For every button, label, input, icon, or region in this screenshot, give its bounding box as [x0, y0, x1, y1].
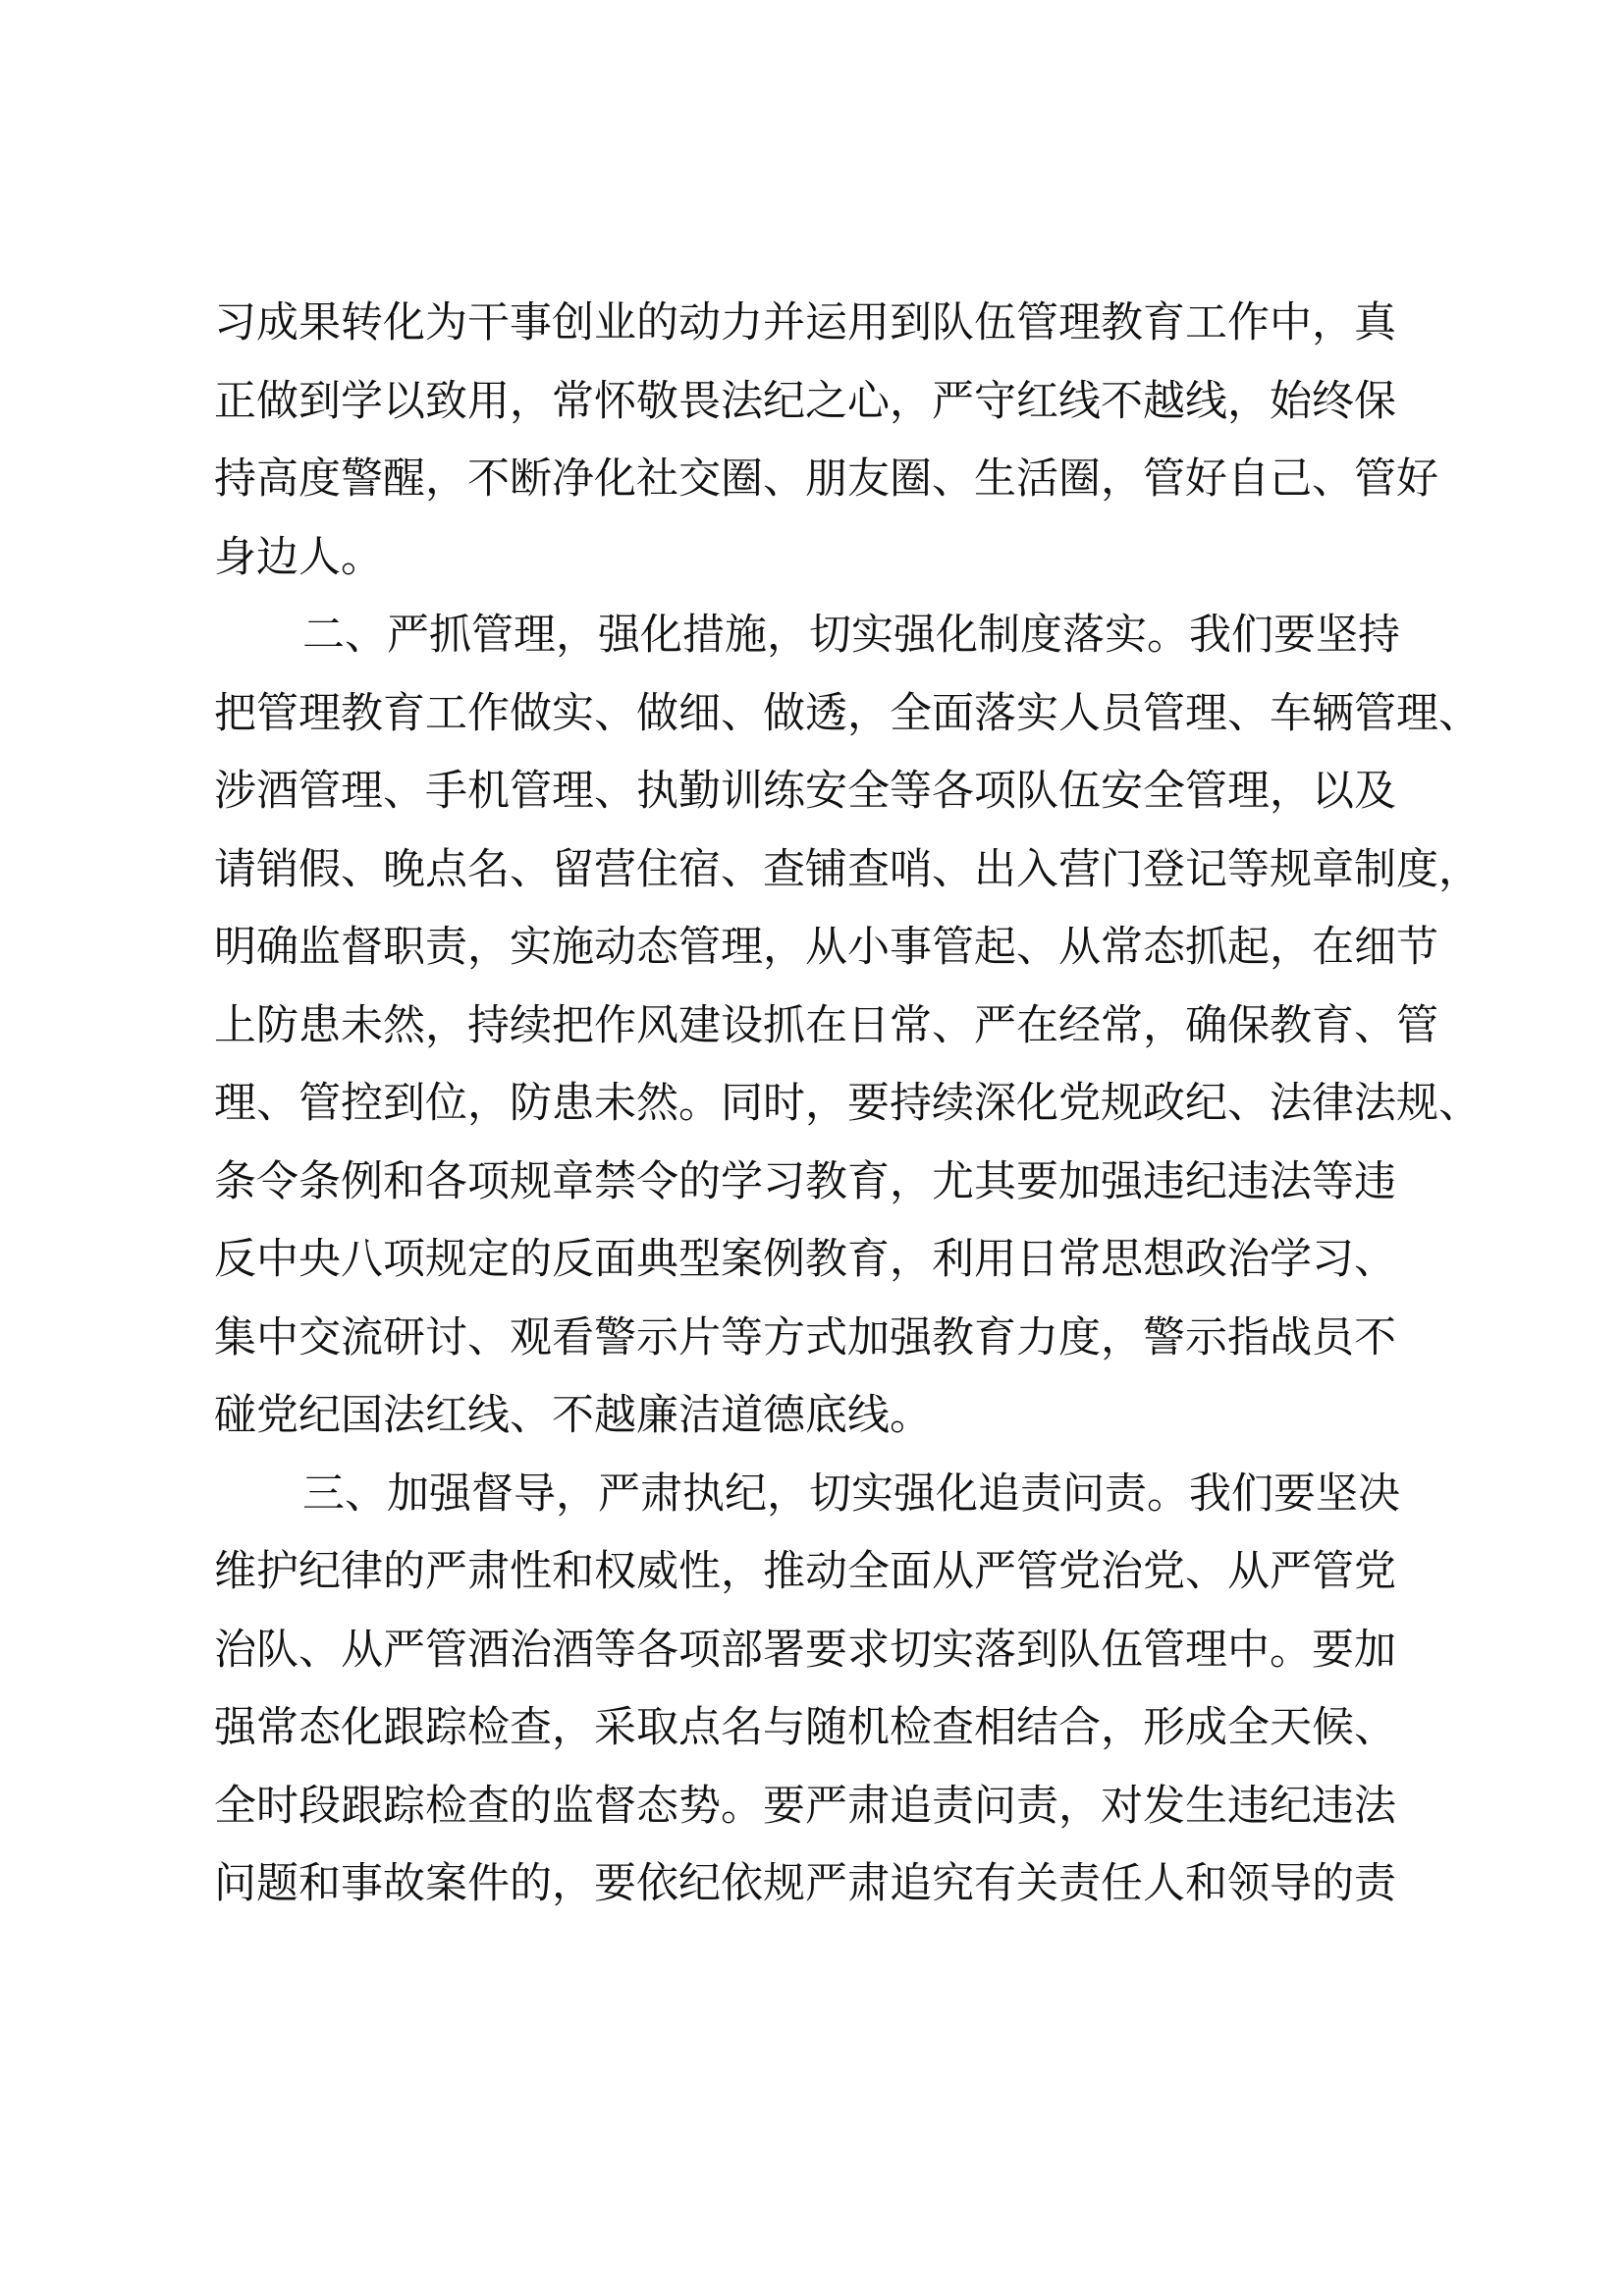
paragraph-1 [214, 285, 1438, 597]
text-line: 治队、从严管酒治酒等各项部署要求切实落到队伍管理中。要加 [214, 1625, 1396, 1675]
paragraph-2 [214, 597, 1481, 1456]
text-line: 正做到学以致用，常怀敬畏法纪之心，严守红线不越线，始终保 [214, 376, 1396, 426]
text-line: 请销假、晚点名、留营住宿、查铺查哨、出入营门登记等规章制度， [214, 844, 1481, 894]
section-heading-line: 二、严抓管理，强化措施，切实强化制度落实。我们要坚持 [302, 611, 1400, 660]
text-line: 把管理教育工作做实、做细、做透，全面落实人员管理、车辆管理、 [214, 688, 1481, 738]
text-line: 上防患未然，持续把作风建设抓在日常、严在经常，确保教育、管 [214, 1000, 1438, 1050]
paragraph-3 [214, 1456, 1432, 1924]
document-body [214, 285, 1481, 1924]
text-line: 反中央八项规定的反面典型案例教育，利用日常思想政治学习、 [214, 1235, 1396, 1284]
text-line: 碰党纪国法红线、不越廉洁道德底线。 [214, 1391, 932, 1440]
text-line: 涉酒管理、手机管理、执勤训练安全等各项队伍安全管理，以及 [214, 767, 1396, 816]
text-line: 身边人。 [214, 532, 383, 582]
section-heading-line: 三、加强督导，严肃执纪，切实强化追责问责。我们要坚决 [302, 1468, 1400, 1519]
text-line: 集中交流研讨、观看警示片等方式加强教育力度，警示指战员不 [214, 1312, 1396, 1362]
text-line: 理、管控到位，防患未然。同时，要持续深化党规政纪、法律法规、 [214, 1079, 1481, 1128]
text-line: 维护纪律的严肃性和权威性，推动全面从严管党治党、从严管党 [214, 1547, 1396, 1596]
text-line: 全时段跟踪检查的监督态势。要严肃追责问责，对发生违纪违法 [214, 1781, 1396, 1831]
text-line: 明确监督职责，实施动态管理，从小事管起、从常态抓起，在细节 [214, 923, 1438, 972]
text-line: 持高度警醒，不断净化社交圈、朋友圈、生活圈，管好自己、管好 [214, 454, 1438, 504]
text-line: 强常态化跟踪检查，采取点名与随机检查相结合，形成全天候、 [214, 1703, 1396, 1752]
text-line: 问题和事故案件的，要依纪依规严肃追究有关责任人和领导的责 [214, 1859, 1396, 1908]
text-line: 条令条例和各项规章禁令的学习教育，尤其要加强违纪违法等违 [214, 1156, 1396, 1206]
text-line: 习成果转化为干事创业的动力并运用到队伍管理教育工作中，真 [214, 298, 1396, 347]
